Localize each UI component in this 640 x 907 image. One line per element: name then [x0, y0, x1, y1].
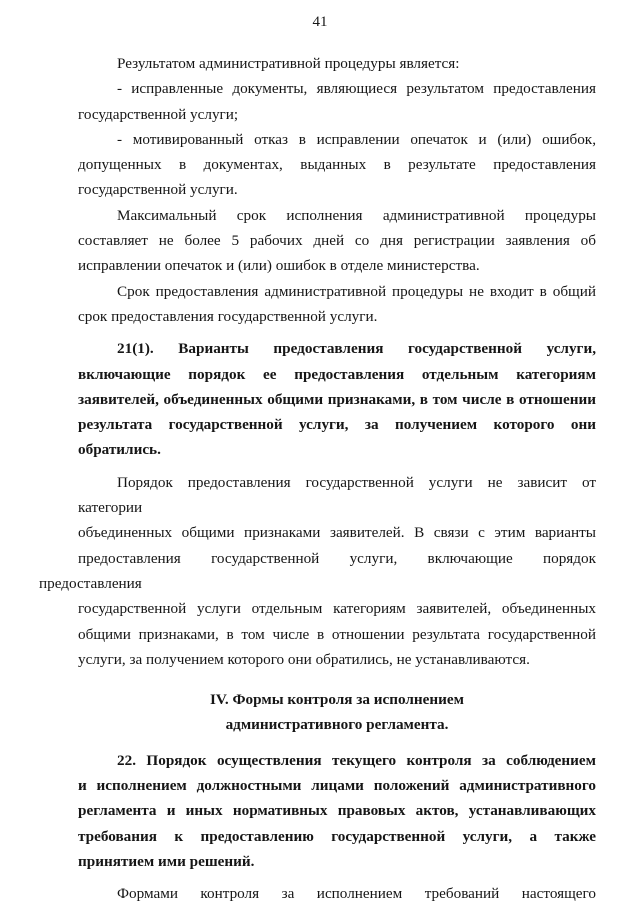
text-line: Срок предоставления административной процедуры не входит в общий — [117, 282, 596, 300]
text-line: Максимальный срок исполнения административной процедуры — [117, 206, 596, 224]
chapter-title-line: административного регламента. — [225, 716, 449, 734]
page-content — [39, 51, 596, 907]
heading-line: и исполнением должностными лицами положений административного — [78, 777, 596, 795]
text-line: государственной услуги; — [78, 105, 239, 123]
text-line: объединенных общими признаками заявителей. В связи с этим варианты — [78, 524, 596, 542]
paragraph — [78, 51, 596, 76]
heading-line: включающие порядок ее предоставления отдельным категориям — [78, 365, 596, 383]
section-22-heading — [78, 748, 596, 874]
heading-line: требования к предоставлению государственной услуги, а также — [78, 827, 596, 845]
text-line: составляет не более 5 рабочих дней со дня регистрации заявления об — [78, 232, 596, 250]
heading-line: 22. Порядок осуществления текущего контроля за соблюдением — [117, 751, 596, 769]
text-line: Порядок предоставления государственной услуги не зависит от категории — [78, 473, 596, 517]
text-line: предоставления государственной услуги, включающие порядок предоставления — [39, 549, 596, 592]
paragraph — [78, 279, 596, 330]
chapter-title-line: IV. Формы контроля за исполнением — [209, 691, 464, 709]
paragraph — [78, 76, 596, 127]
section-22-body — [78, 881, 596, 906]
text-line: государственной услуги отдельным категориям заявителей, объединенных — [78, 600, 596, 618]
section-21-1-heading — [78, 336, 596, 462]
text-line: государственной услуги. — [78, 181, 238, 199]
text-line: допущенных в документах, выданных в результате предоставления — [78, 156, 596, 174]
text-line: Формами контроля за исполнением требований настоящего — [117, 885, 596, 903]
heading-line: 21(1). Варианты предоставления государственной услуги, — [117, 340, 596, 358]
text-line: - исправленные документы, являющиеся результатом предоставления — [117, 80, 596, 98]
heading-line: принятием ими решений. — [78, 852, 255, 870]
text-line: срок предоставления государственной услуги. — [78, 307, 378, 325]
section-21-1-body — [39, 470, 596, 672]
text-line: Результатом административной процедуры является: — [117, 55, 460, 72]
chapter-iv-title — [78, 687, 596, 738]
text-line: исправлении опечаток и (или) ошибок в отделе министерства. — [78, 257, 480, 275]
page-number: 41 — [312, 14, 328, 30]
heading-line: обратились. — [78, 441, 161, 459]
paragraph — [78, 203, 596, 279]
text-line: общими признаками, в том числе в отношении результата государственной — [78, 625, 596, 643]
heading-line: результата государственной услуги, за получением которого они — [78, 416, 596, 434]
text-line: услуги, за получением которого они обратились, не устанавливаются. — [78, 650, 530, 668]
heading-line: заявителей, объединенных общими признаками, в том числе в отношении — [78, 390, 596, 408]
paragraph — [78, 127, 596, 203]
heading-line: регламента и иных нормативных правовых актов, устанавливающих — [78, 802, 596, 820]
text-line: - мотивированный отказ в исправлении опечаток и (или) ошибок, — [117, 130, 596, 148]
